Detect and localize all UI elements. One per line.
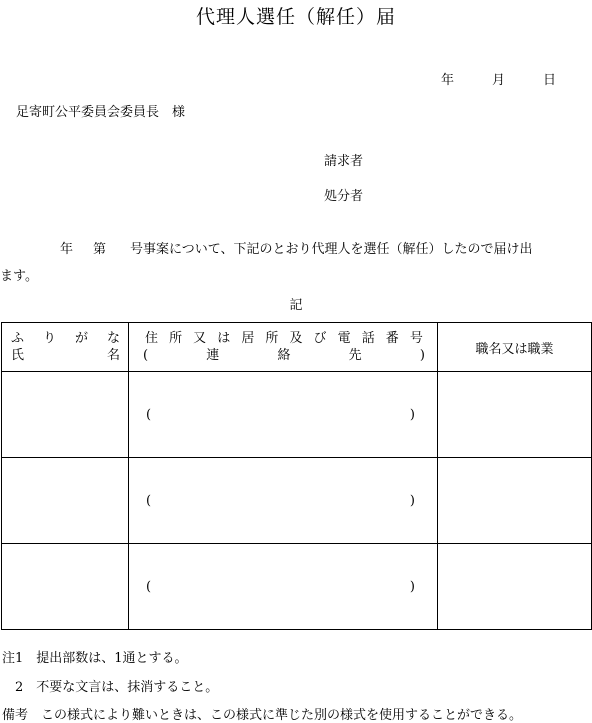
paren-right: ) bbox=[409, 579, 415, 594]
table-row bbox=[2, 544, 592, 630]
date-day: 日 bbox=[542, 73, 556, 88]
body-text bbox=[0, 236, 592, 290]
header-job: 職名又は職業 bbox=[438, 323, 592, 372]
body-line-2: ます。 bbox=[0, 269, 38, 284]
table-row bbox=[2, 458, 592, 544]
body-line-1 bbox=[0, 236, 592, 263]
paren-left: ( bbox=[146, 407, 152, 422]
header-name: 氏 名 bbox=[11, 348, 120, 363]
address-cell[interactable] bbox=[129, 458, 438, 544]
date-year: 年 bbox=[440, 73, 454, 88]
note-1: 注1 提出部数は、1通とする。 bbox=[2, 651, 188, 666]
agent-table bbox=[1, 322, 592, 630]
note-2: 2 不要な文言は、抹消すること。 bbox=[2, 680, 219, 695]
paren-left: ( bbox=[146, 493, 152, 508]
body-rest: 号事案について、下記のとおり代理人を選任（解任）したので届け出 bbox=[130, 242, 533, 257]
paren-right: ) bbox=[409, 493, 415, 508]
addressee: 足寄町公平委員会委員長 様 bbox=[16, 105, 186, 120]
header-contact: ( 連 絡 先 ) bbox=[143, 348, 425, 363]
ki-heading: 記 bbox=[289, 298, 303, 313]
table-row bbox=[2, 372, 592, 458]
job-cell[interactable] bbox=[438, 372, 592, 458]
disposer-label: 処分者 bbox=[324, 189, 364, 204]
date-line bbox=[441, 69, 556, 88]
name-cell[interactable] bbox=[2, 544, 129, 630]
job-cell[interactable] bbox=[438, 458, 592, 544]
paren-right: ) bbox=[409, 407, 415, 422]
body-year: 年 bbox=[60, 242, 74, 257]
header-address: 住 所 又 は 居 所 及 び 電 話 番 号 bbox=[145, 331, 423, 346]
document-title: 代理人選任（解任）届 bbox=[195, 6, 396, 28]
header-address-cell bbox=[129, 323, 438, 372]
requester-label: 請求者 bbox=[324, 154, 364, 169]
header-name-cell bbox=[2, 323, 129, 372]
table-header-row bbox=[2, 323, 592, 372]
paren-left: ( bbox=[146, 579, 152, 594]
body-number-prefix: 第 bbox=[93, 242, 107, 257]
job-cell[interactable] bbox=[438, 544, 592, 630]
address-cell[interactable] bbox=[129, 372, 438, 458]
date-month: 月 bbox=[491, 73, 505, 88]
name-cell[interactable] bbox=[2, 372, 129, 458]
name-cell[interactable] bbox=[2, 458, 129, 544]
address-cell[interactable] bbox=[129, 544, 438, 630]
header-furigana: ふ り が な bbox=[11, 331, 120, 346]
note-remarks: 備考 この様式により難いときは、この様式に準じた別の様式を使用することができる。 bbox=[2, 708, 523, 723]
